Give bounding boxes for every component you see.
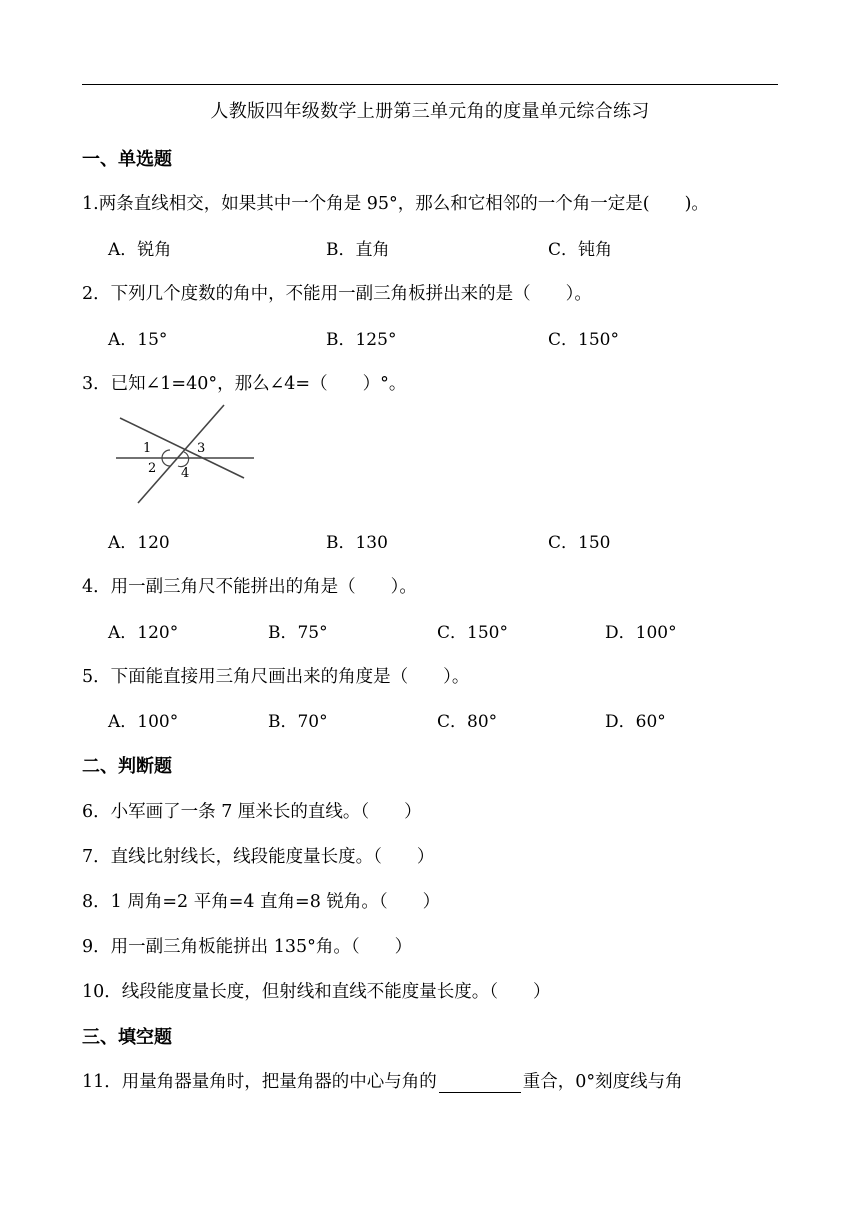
angle-label-4: 4 bbox=[181, 466, 190, 481]
q2-option-c[interactable]: C．150° bbox=[548, 330, 619, 350]
question-3: 3．已知∠1=40°，那么∠4=（ ）°。 bbox=[82, 374, 407, 394]
q2-option-a[interactable]: A．15° bbox=[108, 330, 168, 350]
angle-label-1: 1 bbox=[143, 441, 152, 456]
page-title: 人教版四年级数学上册第三单元角的度量单元综合练习 bbox=[210, 101, 650, 122]
angle-label-2: 2 bbox=[148, 461, 157, 476]
q4-option-d[interactable]: D．100° bbox=[605, 623, 677, 643]
q11-text-after: 重合，0°刻度线与角 bbox=[522, 1072, 683, 1092]
intersecting-lines-figure bbox=[112, 400, 262, 510]
q3-option-a[interactable]: A．120 bbox=[108, 533, 170, 553]
question-10: 10．线段能度量长度，但射线和直线不能度量长度。（ ） bbox=[82, 982, 551, 1002]
question-6: 6．小军画了一条 7 厘米长的直线。（ ） bbox=[82, 802, 422, 822]
question-1: 1.两条直线相交，如果其中一个角是 95°，那么和它相邻的一个角一定是( )。 bbox=[82, 194, 709, 214]
q5-option-a[interactable]: A．100° bbox=[108, 712, 179, 732]
q1-option-b[interactable]: B．直角 bbox=[326, 240, 390, 260]
q3-option-b[interactable]: B．130 bbox=[326, 533, 388, 553]
q11-text-before: 11．用量角器量角时，把量角器的中心与角的 bbox=[82, 1072, 437, 1092]
question-5: 5．下面能直接用三角尺画出来的角度是（ ）。 bbox=[82, 667, 470, 687]
q5-option-c[interactable]: C．80° bbox=[437, 712, 498, 732]
question-8: 8．1 周角=2 平角=4 直角=8 锐角。（ ） bbox=[82, 892, 441, 912]
question-2: 2．下列几个度数的角中，不能用一副三角板拼出来的是（ ）。 bbox=[82, 284, 592, 304]
section-heading-fill-blank: 三、填空题 bbox=[82, 1027, 172, 1048]
q4-option-b[interactable]: B．75° bbox=[268, 623, 328, 643]
angle-arc-right bbox=[178, 452, 189, 467]
question-9: 9．用一副三角板能拼出 135°角。（ ） bbox=[82, 937, 413, 957]
q1-option-c[interactable]: C．钝角 bbox=[548, 240, 613, 260]
q3-option-c[interactable]: C．150 bbox=[548, 533, 611, 553]
question-11 bbox=[82, 1068, 683, 1093]
section-heading-single-choice: 一、单选题 bbox=[82, 149, 172, 170]
q4-option-a[interactable]: A．120° bbox=[108, 623, 179, 643]
q4-option-c[interactable]: C．150° bbox=[437, 623, 508, 643]
q1-option-a[interactable]: A．锐角 bbox=[108, 240, 172, 260]
question-4: 4．用一副三角尺不能拼出的角是（ ）。 bbox=[82, 577, 417, 597]
angle-label-3: 3 bbox=[197, 441, 206, 456]
q2-option-b[interactable]: B．125° bbox=[326, 330, 397, 350]
question-7: 7．直线比射线长，线段能度量长度。（ ） bbox=[82, 847, 435, 867]
section-heading-true-false: 二、判断题 bbox=[82, 756, 172, 777]
q5-option-d[interactable]: D．60° bbox=[605, 712, 666, 732]
header-rule bbox=[82, 84, 778, 85]
q5-option-b[interactable]: B．70° bbox=[268, 712, 328, 732]
q11-answer-blank[interactable] bbox=[439, 1074, 521, 1093]
